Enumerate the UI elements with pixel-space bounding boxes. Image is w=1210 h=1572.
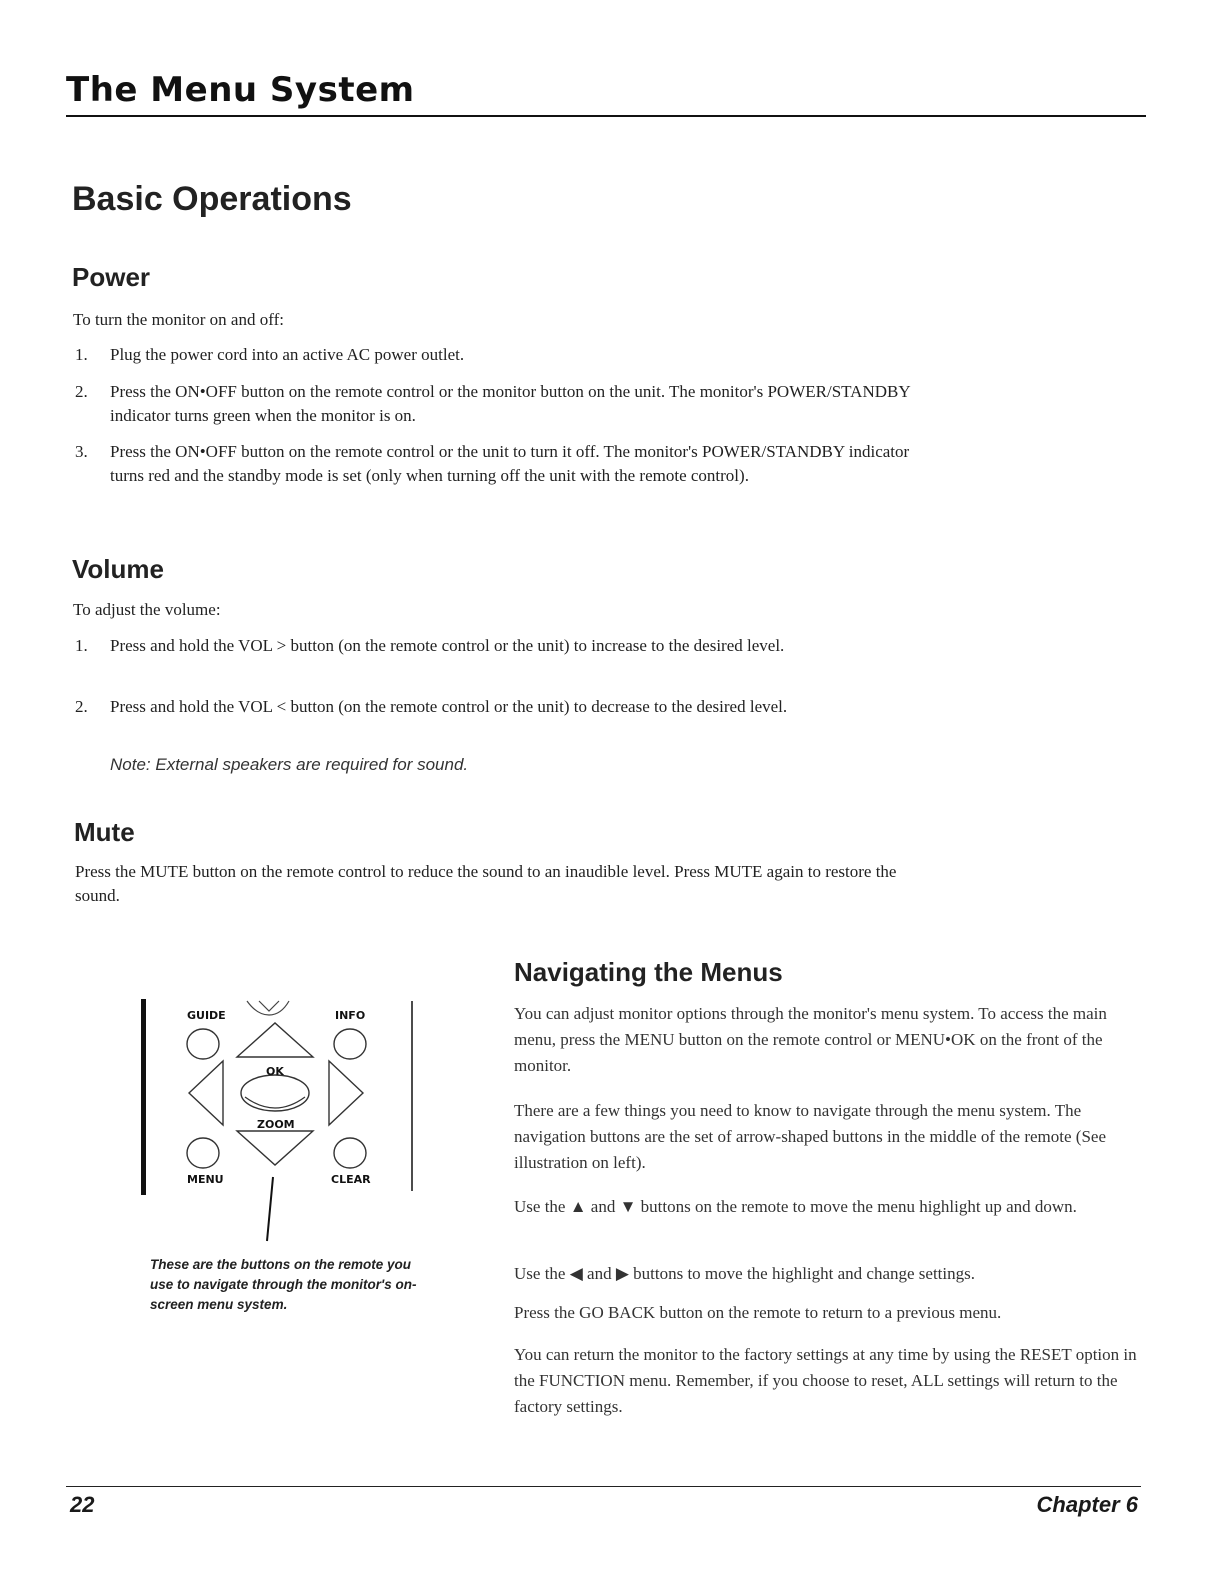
up-arrow-button [237,1023,313,1057]
page-number: 22 [70,1492,95,1517]
nav-paragraph: There are a few things you need to know to navigate through the menu system. The navigation buttons are the set of arrow-shaped buttons in the middle of the remote (See illustration on left). [514,1101,1107,1172]
chapter-label: Chapter 6 [1036,1492,1138,1517]
nav-paragraph: You can adjust monitor options through the monitor's menu system. To access the main menu, press the MENU button on the remote control or MENU•OK on the front of the monitor. [514,1004,1107,1075]
volume-intro: To adjust the volume: [73,600,221,619]
down-arrow-button [237,1131,313,1165]
nav-paragraph: Use the ▲ and ▼ buttons on the remote to move the menu highlight up and down. [514,1197,1077,1216]
volume-note: Note: External speakers are required for sound. [110,755,469,774]
title-divider [66,115,1146,117]
go-back-icon [247,1001,289,1015]
step-number: 2. [75,697,88,716]
step-number: 3. [75,442,88,461]
remote-body-line [267,1177,273,1241]
footer-divider [66,1486,1141,1487]
figure-caption: These are the buttons on the remote you use to navigate through the monitor's on-screen menu system. [150,1257,417,1312]
power-heading: Power [72,262,151,292]
nav-paragraph: You can return the monitor to the factory settings at any time by using the RESET option in the FUNCTION menu. Remember, if you choose to reset, ALL settings will return to the factory settings. [514,1345,1137,1416]
volume-heading: Volume [72,554,164,584]
chapter-title: The Menu System [66,70,415,110]
clear-button [334,1138,366,1168]
clear-label: CLEAR [331,1173,371,1186]
info-button [334,1029,366,1059]
ok-label: OK [266,1065,284,1078]
step-number: 2. [75,382,88,401]
step-number: 1. [75,345,88,364]
list-item [75,440,935,488]
list-item [75,343,935,367]
nav-paragraph: Use the ◀ and ▶ buttons to move the highlight and change settings. [514,1264,975,1283]
chevron-down-icon [259,1001,279,1011]
step-text: Plug the power cord into an active AC power outlet. [110,345,465,364]
step-text: Press the ON•OFF button on the remote control or the unit to turn it off. The monitor's POWER/STANDBY indicator turns red and the standby mode is set (only when turning off the unit with the remote control). [110,442,910,485]
power-intro: To turn the monitor on and off: [73,310,284,329]
right-arrow-button [329,1061,363,1125]
mute-heading: Mute [74,817,135,847]
guide-button [187,1029,219,1059]
guide-label: GUIDE [187,1009,226,1022]
zoom-label: ZOOM [257,1118,295,1131]
step-number: 1. [75,636,88,655]
info-label: INFO [335,1009,366,1022]
nav-paragraph: Press the GO BACK button on the remote to return to a previous menu. [514,1303,1002,1322]
menu-label: MENU [187,1173,224,1186]
navigating-heading: Navigating the Menus [514,957,783,987]
list-item [75,634,945,658]
remote-illustration [135,995,425,1245]
list-item [75,695,945,719]
step-text: Press the ON•OFF button on the remote control or the monitor button on the unit. The monitor's POWER/STANDBY indicator turns green when the monitor is on. [110,382,910,425]
list-item [75,380,935,428]
step-text: Press and hold the VOL > button (on the remote control or the unit) to increase to the desired level. [110,636,785,655]
left-arrow-button [189,1061,223,1125]
menu-button [187,1138,219,1168]
mute-text: Press the MUTE button on the remote control to reduce the sound to an inaudible level. Press MUTE again to restore the sound. [75,862,897,905]
ok-button [241,1075,309,1111]
step-text: Press and hold the VOL < button (on the remote control or the unit) to decrease to the desired level. [110,697,788,716]
figure-bar [141,999,146,1195]
page-title: Basic Operations [72,180,352,218]
ok-button-inner [245,1097,305,1108]
